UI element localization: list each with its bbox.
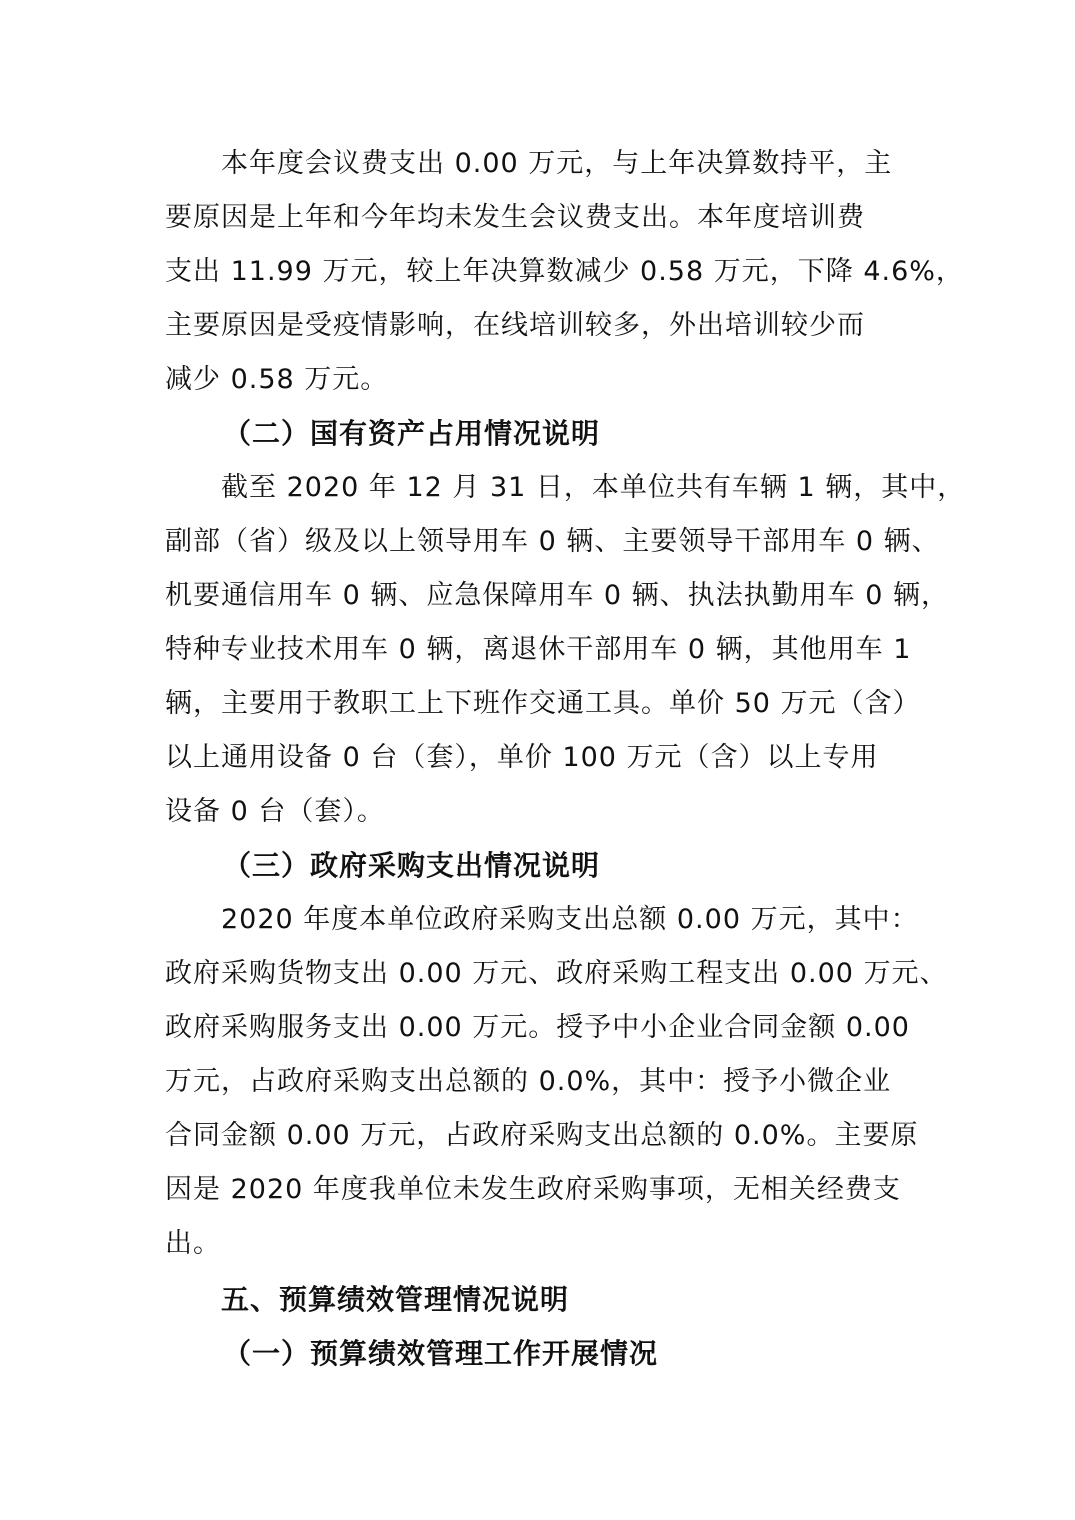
paragraph-line: 万元，占政府采购支出总额的 0.0%，其中：授予小微企业 <box>165 1066 892 1097</box>
section-heading-procurement: （三）政府采购支出情况说明 <box>223 849 601 882</box>
paragraph-line: 设备 0 台（套）。 <box>165 796 385 827</box>
paragraph-line: 以上通用设备 0 台（套），单价 100 万元（含）以上专用 <box>165 742 879 773</box>
paragraph-line: 减少 0.58 万元。 <box>165 364 389 395</box>
paragraph-line: 因是 2020 年度我单位未发生政府采购事项，无相关经费支 <box>165 1174 901 1205</box>
paragraph-line: 特种专业技术用车 0 辆，离退休干部用车 0 辆，其他用车 1 <box>165 634 912 665</box>
paragraph-line: 政府采购货物支出 0.00 万元、政府采购工程支出 0.00 万元、 <box>165 958 948 989</box>
section-heading-5: 五、预算绩效管理情况说明 <box>221 1283 570 1316</box>
section-heading-5-1: （一）预算绩效管理工作开展情况 <box>223 1337 659 1370</box>
paragraph-line: 合同金额 0.00 万元，占政府采购支出总额的 0.0%。主要原 <box>165 1120 919 1151</box>
section-heading-assets: （二）国有资产占用情况说明 <box>223 417 601 450</box>
paragraph-line: 出。 <box>165 1228 221 1259</box>
paragraph-line: 本年度会议费支出 0.00 万元，与上年决算数持平，主 <box>221 148 893 179</box>
paragraph-line: 政府采购服务支出 0.00 万元。授予中小企业合同金额 0.00 <box>165 1012 910 1043</box>
paragraph-line: 辆，主要用于教职工上下班作交通工具。单价 50 万元（含） <box>165 688 921 719</box>
paragraph-line: 要原因是上年和今年均未发生会议费支出。本年度培训费 <box>165 202 865 233</box>
paragraph-line: 2020 年度本单位政府采购支出总额 0.00 万元，其中： <box>221 904 919 935</box>
paragraph-line: 副部（省）级及以上领导用车 0 辆、主要领导干部用车 0 辆、 <box>165 526 940 557</box>
paragraph-line: 机要通信用车 0 辆、应急保障用车 0 辆、执法执勤用车 0 辆， <box>165 580 950 611</box>
paragraph-line: 截至 2020 年 12 月 31 日，本单位共有车辆 1 辆，其中， <box>221 472 966 503</box>
paragraph-line: 支出 11.99 万元，较上年决算数减少 0.58 万元，下降 4.6%， <box>165 256 964 287</box>
paragraph-line: 主要原因是受疫情影响，在线培训较多，外出培训较少而 <box>165 310 865 341</box>
